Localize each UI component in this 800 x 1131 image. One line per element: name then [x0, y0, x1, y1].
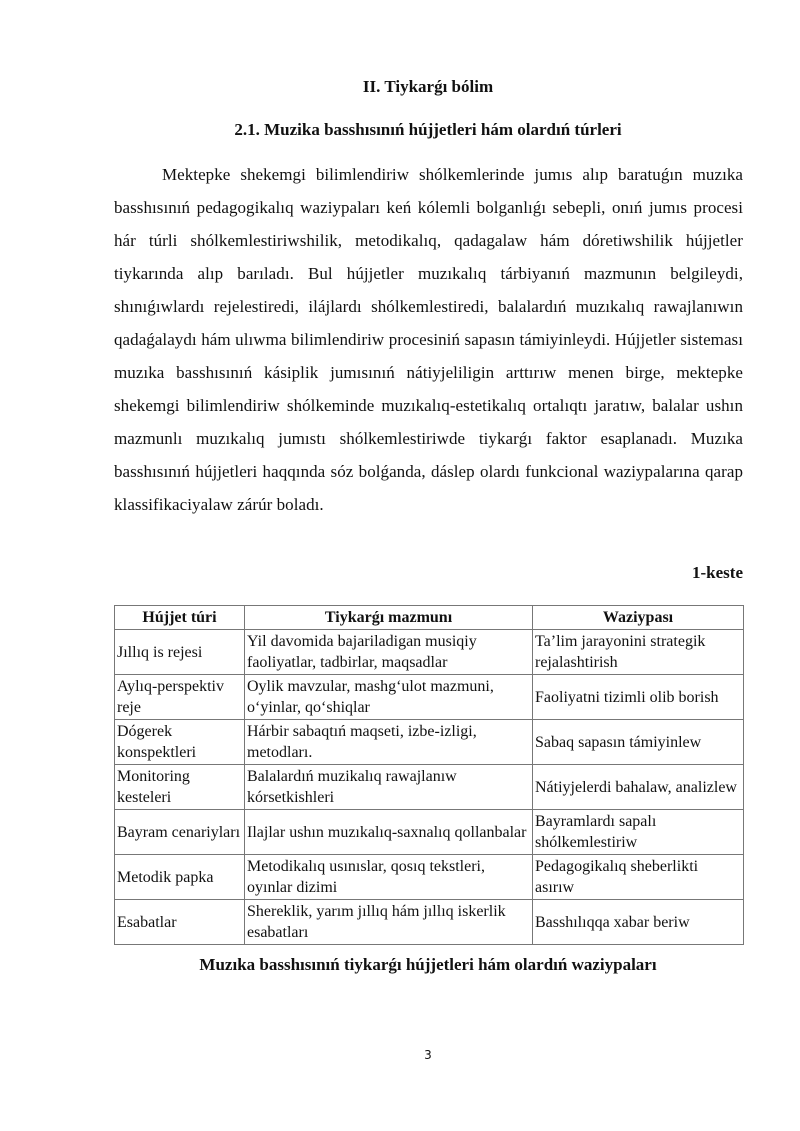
table-header-cell: Waziypası [533, 606, 744, 630]
table-row [115, 810, 744, 855]
table-row [115, 900, 744, 945]
table-cell: Faoliyatni tizimli olib borish [533, 675, 744, 720]
table-cell: Metodik papka [115, 855, 245, 900]
table-cell: Bayramlardı sapalı shólkemlestiriw [533, 810, 744, 855]
table-cell: Metodikalıq usınıslar, qosıq tekstleri, oyınlar dizimi [245, 855, 533, 900]
table-cell: Jıllıq is rejesi [115, 630, 245, 675]
table-header-row [115, 606, 744, 630]
table-cell: Balalardıń muzikalıq rawajlanıw kórsetkishleri [245, 765, 533, 810]
table-header-cell: Hújjet túri [115, 606, 245, 630]
table-cell: Yil davomida bajariladigan musiqiy faoliyatlar, tadbirlar, maqsadlar [245, 630, 533, 675]
table-row [115, 720, 744, 765]
table-label: 1-keste [692, 563, 743, 582]
table-cell: Oylik mavzular, mashg‘ulot mazmuni, o‘yinlar, qo‘shiqlar [245, 675, 533, 720]
documents-table [114, 605, 744, 945]
table-cell: Bayram cenariyları [115, 810, 245, 855]
table-cell: Aylıq-perspektiv reje [115, 675, 245, 720]
table-header-cell: Tiykarǵı mazmunı [245, 606, 533, 630]
table-cell: Ta’lim jarayonini strategik rejalashtirish [533, 630, 744, 675]
table-cell: Monitoring kesteleri [115, 765, 245, 810]
table-cell: Esabatlar [115, 900, 245, 945]
page-number: 3 [424, 1048, 432, 1062]
table-cell: Ilajlar ushın muzıkalıq-saxnalıq qollanbalar [245, 810, 533, 855]
table-cell: Shereklik, yarım jıllıq hám jıllıq iskerlik esabatları [245, 900, 533, 945]
table-cell: Nátiyjelerdi bahalaw, analizlew [533, 765, 744, 810]
body-paragraph: Mektepke shekemgi bilimlendiriw shólkemlerinde jumıs alıp baratuǵın muzıka basshısınıń pedagogikalıq waziypaları keń kólemli bolganlıǵı sebepli, onıń jumıs procesi hár túrli shólkemlestiriwshilik, metodikalıq, qadagalaw hám dóretiwshilik hújjetler tiykarında alıp barıladı. Bul hújjetler muzıkalıq tárbiyanıń mazmunın belgileydi, shınıǵıwlardı rejelestiredi, ilájlardı shólkemlestiredi, balalardıń muzıkalıq rawajlanıwın qadaǵalaydı hám ulıwma bilimlendiriw procesiniń sapasın támiyinleydi. Hújjetler sisteması muzıka basshısınıń kásiplik jumısınıń nátiyjeliligin arttırıw menen birge, mektepke shekemgi bilimlendiriw shólkeminde muzıkalıq-estetikalıq ortalıqtı jaratıw, balalar ushın mazmunlı muzıkalıq jumıstı shólkemlestiriwde tiykarǵı faktor esaplanadı. Muzıka basshısınıń hújjetleri haqqında sóz bolǵanda, dáslep olardı funkcional waziypalarına qarap klassifikaciyalaw zárúr boladı. [114, 165, 743, 514]
table-cell: Pedagogikalıq sheberlikti asırıw [533, 855, 744, 900]
table-cell: Hárbir sabaqtıń maqseti, izbe-izligi, metodları. [245, 720, 533, 765]
table-caption: Muzıka basshısınıń tiykarǵı hújjetleri hám olardıń waziypaları [199, 955, 657, 974]
table-row [115, 855, 744, 900]
section-title: II. Tiykarǵı bólim [362, 77, 494, 96]
table-cell: Sabaq sapasın támiyinlew [533, 720, 744, 765]
subsection-title: 2.1. Muzika basshısınıń hújjetleri hám olardıń túrleri [234, 120, 622, 139]
table-row [115, 765, 744, 810]
table-row [115, 675, 744, 720]
table-cell: Dógerek konspektleri [115, 720, 245, 765]
table-row [115, 630, 744, 675]
table-cell: Basshılıqqa xabar beriw [533, 900, 744, 945]
